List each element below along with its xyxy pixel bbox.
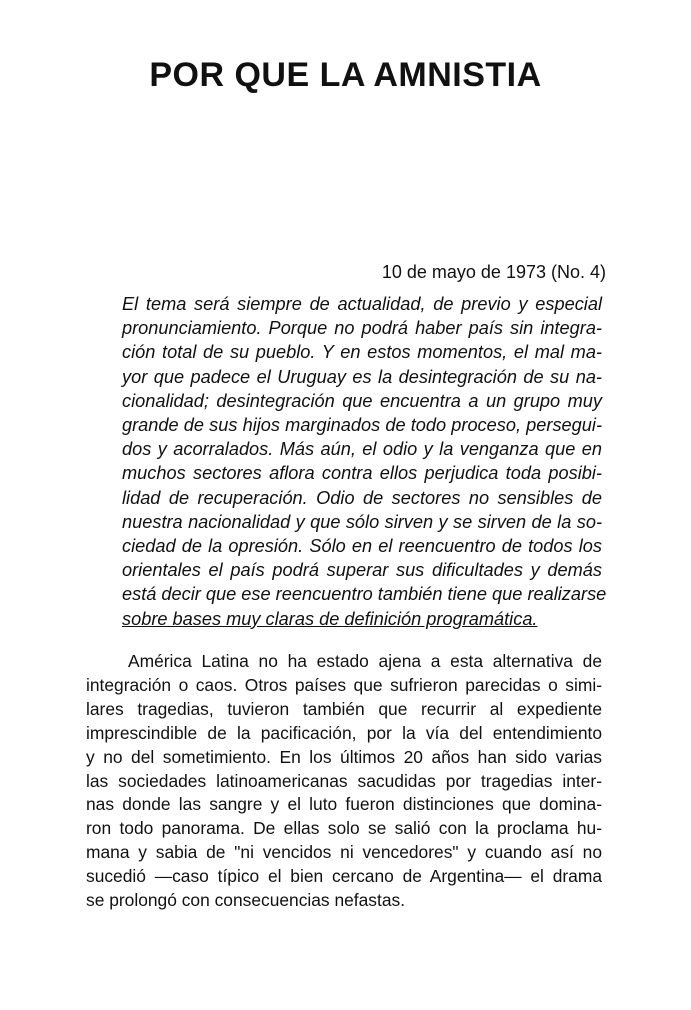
body-line: se prolongó con consecuencias nefastas. [86,890,406,911]
body-line: y no del sometimiento. En los últimos 20 años han sido varias [86,746,602,767]
body-line: América Latina no ha estado ajena a esta alternativa de [128,651,602,671]
intro-line: dos y acorralados. Más aún, el odio y la venganza que en [122,439,602,460]
intro-line: está decir que ese reencuentro también tiene que realizarse [122,584,607,605]
body-line: sucedió —caso típico el bien cercano de Argentina— el drama [86,866,602,887]
body-line: lares tragedias, tuvieron también que recurrir al expediente [86,698,602,719]
body-line: integración o caos. Otros países que sufrieron parecidas o simi- [86,674,602,695]
dateline: 10 de mayo de 1973 (No. 4) [381,262,606,282]
body-paragraph [86,650,602,913]
body-line: imprescindible de la pacificación, por la vía del entendimiento [86,722,602,743]
intro-line: muchos sectores aflora contra ellos perjudica toda posibi- [122,463,602,484]
page-title: POR QUE LA AMNISTIA [149,56,542,94]
intro-line: El tema será siempre de actualidad, de previo y especial [122,294,602,314]
intro-line: ciedad de la opresión. Sólo en el reencuentro de todos los [122,536,602,557]
intro-line: pronunciamiento. Porque no podrá haber país sin integra- [122,318,602,339]
body-line: mana y sabia de "ni vencidos ni vencedores" y cuando así no [86,842,602,863]
body-line: nas donde las sangre y el luto fueron distinciones que domina- [86,794,602,815]
intro-line: sobre bases muy claras de definición programática. [122,608,538,629]
intro-line: lidad de recuperación. Odio de sectores no sensibles de [122,487,602,508]
intro-line: grande de sus hijos marginados de todo proceso, persegui- [122,415,602,436]
intro-line: cionalidad; desintegración que encuentra a un grupo muy [122,390,602,411]
body-line: las sociedades latinoamericanas sacudidas por tragedias inter- [86,770,602,791]
intro-paragraph [122,292,607,631]
intro-line: nuestra nacionalidad y que sólo sirven y se sirven de la so- [122,511,602,532]
intro-line: ción total de su pueblo. Y en estos momentos, el mal ma- [122,342,602,363]
intro-line: orientales el país podrá superar sus dificultades y demás [122,560,602,581]
intro-line: yor que padece el Uruguay es la desintegración de su na- [122,366,602,387]
body-line: ron todo panorama. De ellas solo se salió con la proclama hu- [86,818,602,839]
